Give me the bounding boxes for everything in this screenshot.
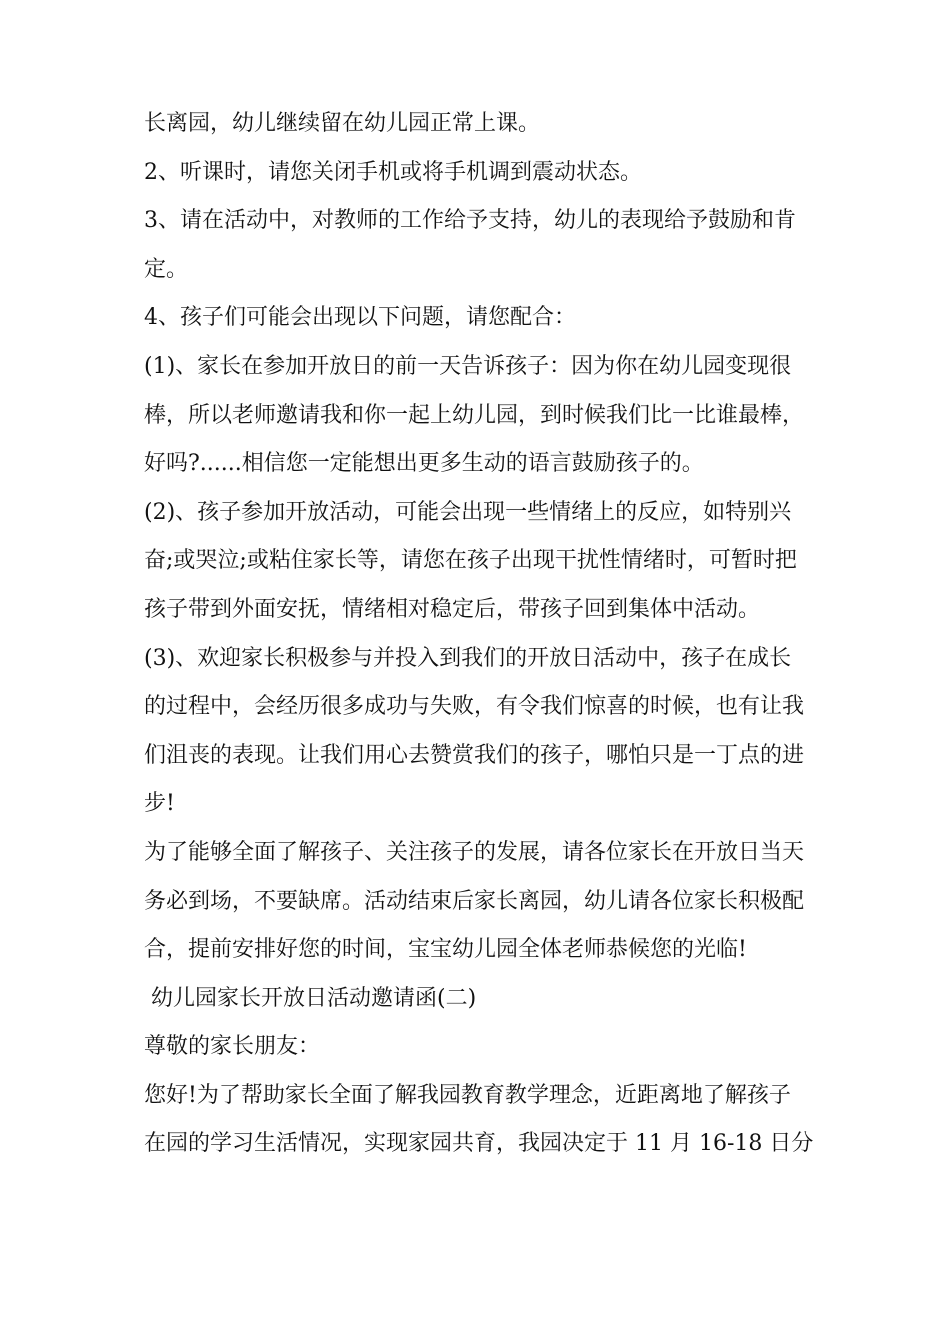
text-line: 棒，所以老师邀请我和你一起上幼儿园，到时候我们比一比谁最棒， [144,402,805,428]
text-line: 孩子带到外面安抚，情绪相对稳定后，带孩子回到集体中活动。 [144,596,761,622]
text-line: 的过程中，会经历很多成功与失败，有令我们惊喜的时候，也有让我 [144,694,805,720]
text-line: 定。 [144,256,189,282]
salutation: 尊敬的家长朋友： [144,1034,321,1060]
text-line: (1)、家长在参加开放日的前一天告诉孩子：因为你在幼儿园变现很 [144,353,792,379]
text-line: 务必到场，不要缺席。活动结束后家长离园，幼儿请各位家长积极配 [144,888,805,914]
text-line: 步! [144,791,175,817]
text-line: (2)、孩子参加开放活动，可能会出现一些情绪上的反应，如特别兴 [144,499,792,525]
document-body [144,100,816,1169]
text-line: 您好!为了帮助家长全面了解我园教育教学理念，近距离地了解孩子 [144,1082,791,1108]
text-line: 奋;或哭泣;或粘住家长等，请您在孩子出现干扰性情绪时，可暂时把 [144,548,797,574]
text-line: 合，提前安排好您的时间，宝宝幼儿园全体老师恭候您的光临! [144,937,747,963]
text-line: (3)、欢迎家长积极参与并投入到我们的开放日活动中，孩子在成长 [144,645,792,671]
text-line: 4、孩子们可能会出现以下问题，请您配合： [144,305,576,331]
section-heading: 幼儿园家长开放日活动邀请函(二) [144,985,477,1011]
text-line: 2、听课时，请您关闭手机或将手机调到震动状态。 [144,159,642,185]
text-line: 在园的学习生活情况，实现家园共育，我园决定于 11 月 16-18 日分 [144,1131,814,1157]
text-line: 为了能够全面了解孩子、关注孩子的发展，请各位家长在开放日当天 [144,839,805,865]
text-line: 们沮丧的表现。让我们用心去赞赏我们的孩子，哪怕只是一丁点的进 [144,742,805,768]
text-line: 好吗?......相信您一定能想出更多生动的语言鼓励孩子的。 [144,451,704,477]
text-line: 3、请在活动中，对教师的工作给予支持，幼儿的表现给予鼓励和肯 [144,208,796,234]
text-line: 长离园，幼儿继续留在幼儿园正常上课。 [144,111,541,136]
